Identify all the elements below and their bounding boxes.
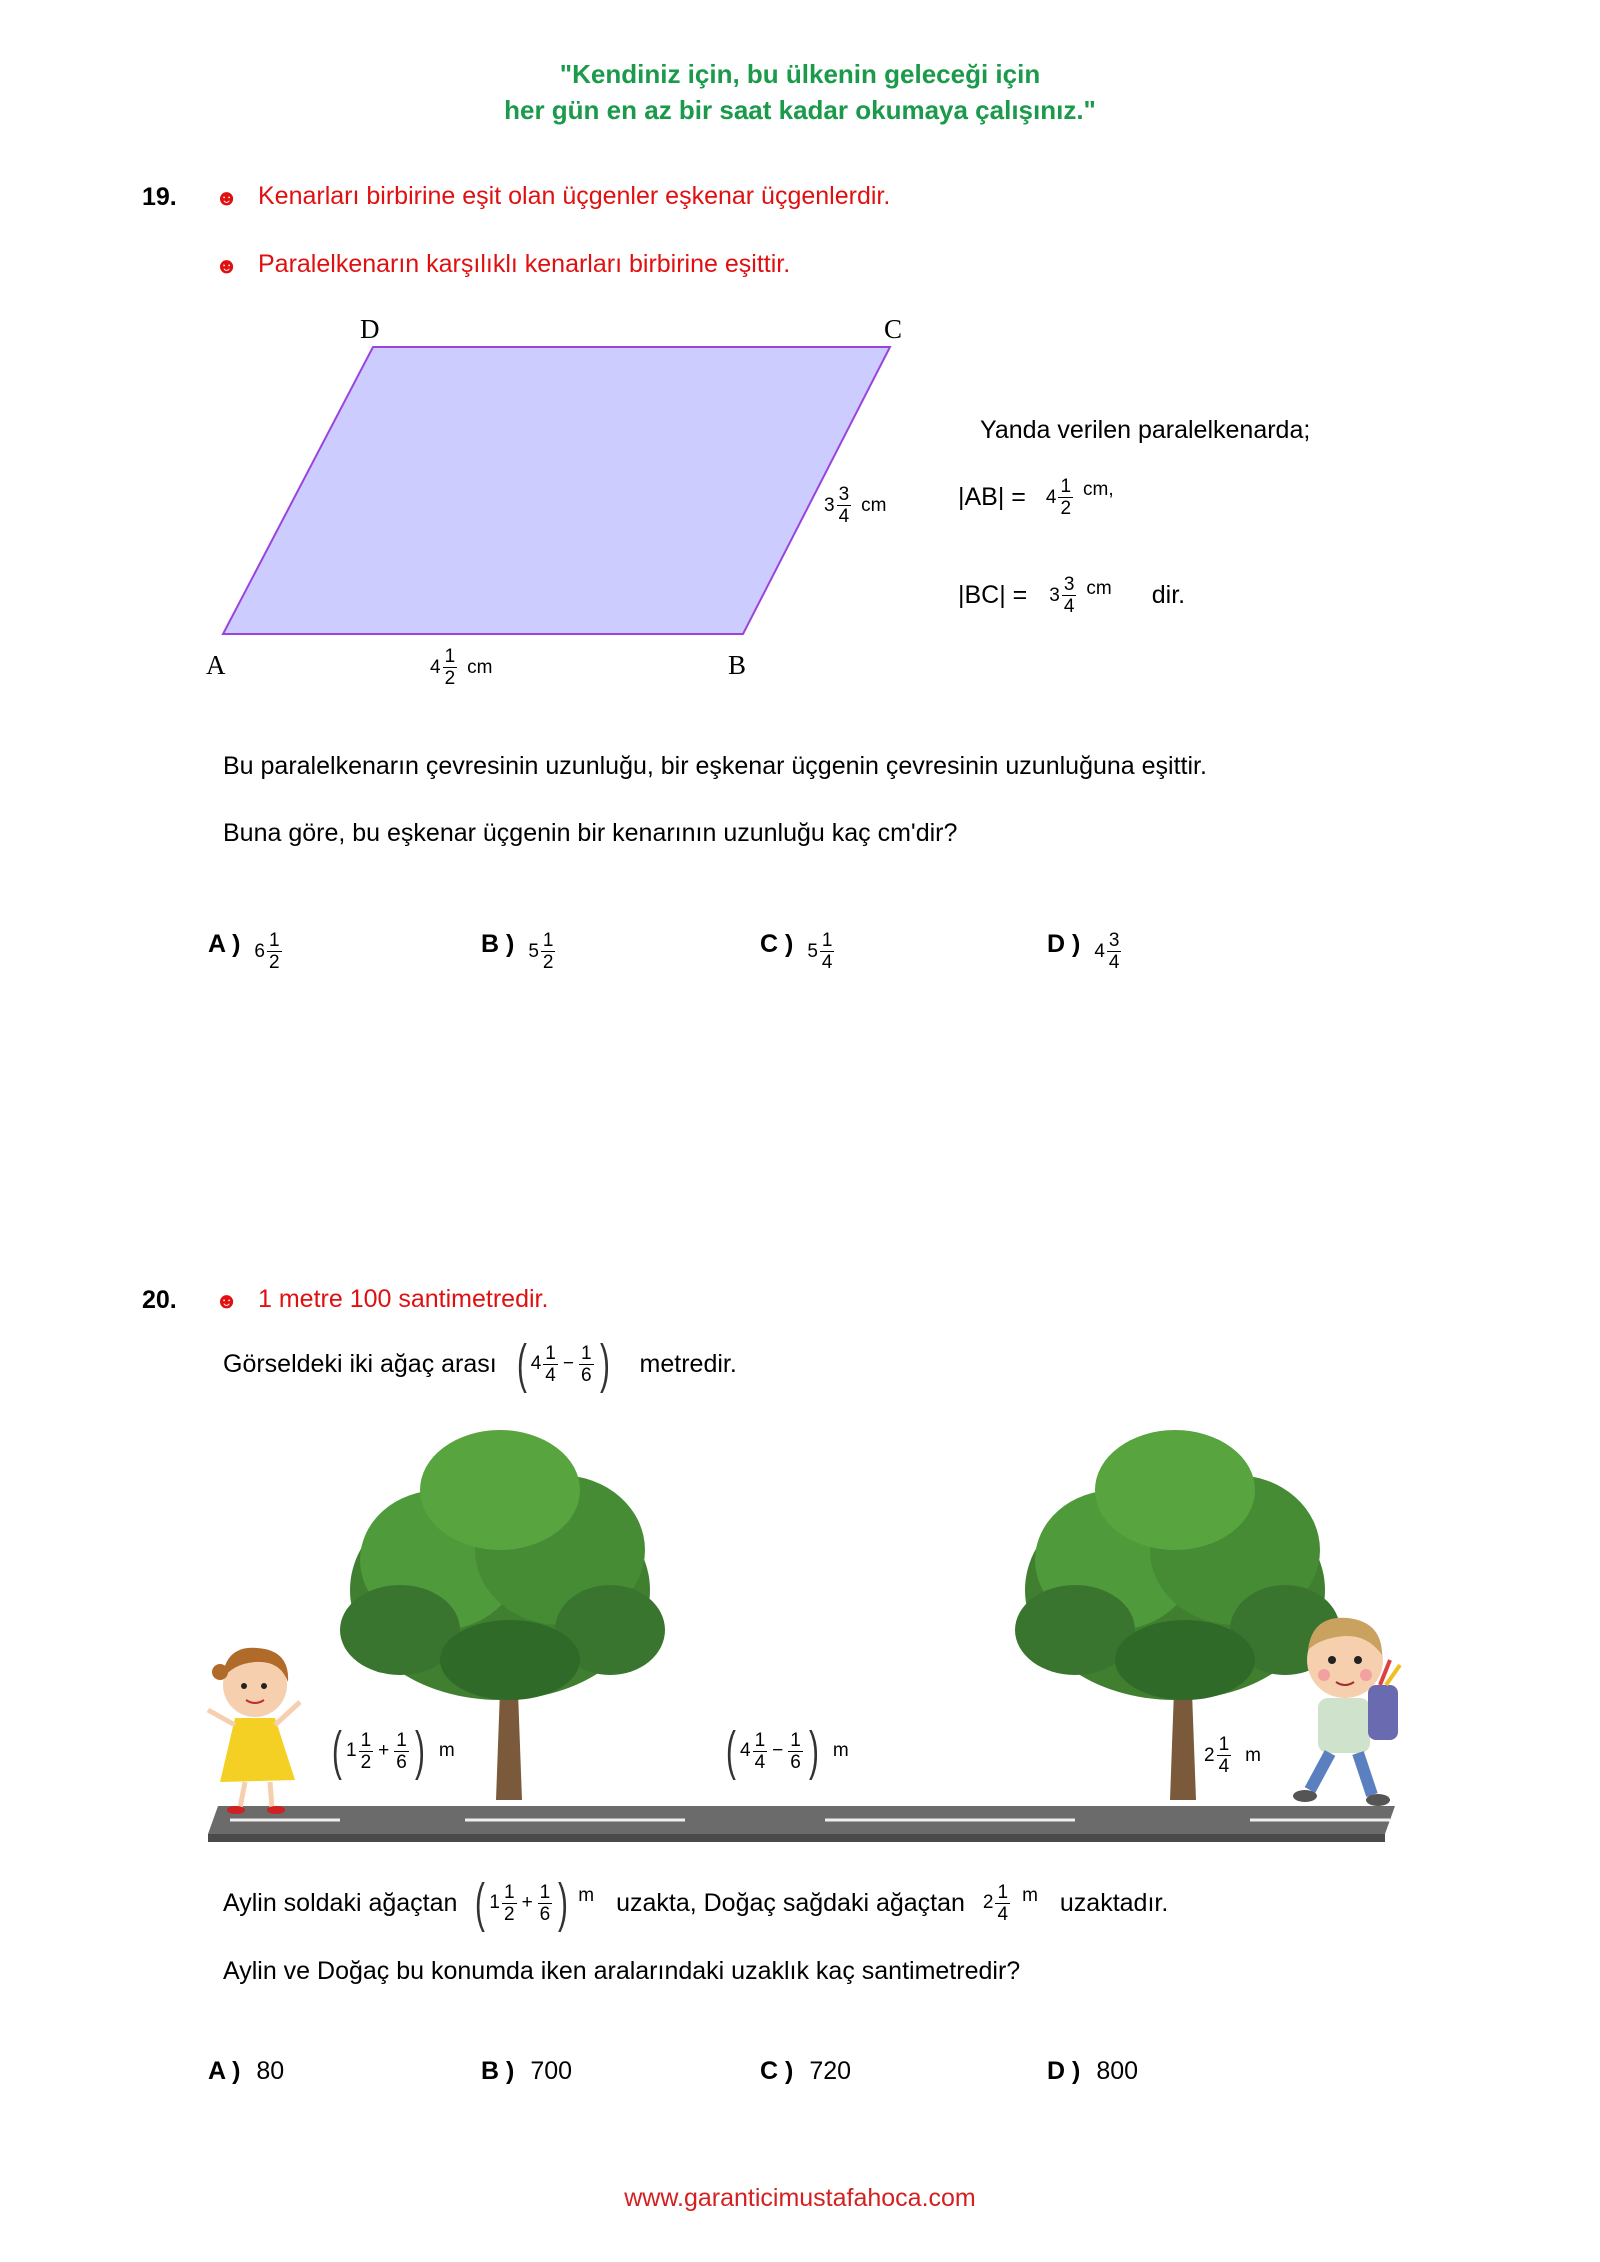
vertex-label-a: A xyxy=(206,650,226,680)
bc-length-row xyxy=(958,574,1185,617)
sentence-part-c: uzaktadır. xyxy=(1059,1888,1169,1917)
between-trees-expression: ( 4 $\frac{1}{4}$ − $\frac{1}{6}$ ) xyxy=(516,1334,610,1394)
q19-option-a[interactable]: A ) 6 $\frac{1}{2}$ xyxy=(208,930,280,973)
header-quote xyxy=(0,56,1600,128)
unit: cm xyxy=(861,494,887,516)
bc-value: 3 $\frac{3}{4}$ cm xyxy=(1049,574,1112,617)
left-distance-inline: ( 1 $\frac{1}{2}$ + $\frac{1}{6}$ ) m xyxy=(475,1873,595,1933)
fraction: $\frac{3}{4}$ xyxy=(838,484,850,527)
ab-value: 4 $\frac{1}{2}$ cm, xyxy=(1045,476,1114,519)
q19-option-c[interactable]: C ) 5 $\frac{1}{4}$ xyxy=(760,930,833,973)
ab-length-row xyxy=(958,476,1114,519)
q20-hint: 1 metre 100 santimetredir. xyxy=(258,1285,549,1313)
q19-option-b[interactable]: B ) 5 $\frac{1}{2}$ xyxy=(481,930,554,973)
fraction: $\frac{1}{2}$ xyxy=(444,646,456,689)
vertex-label-b: B xyxy=(728,650,747,680)
smiley-bullet-icon: ☻ xyxy=(215,253,239,278)
bc-side-label xyxy=(824,484,886,527)
q19-option-d[interactable]: D ) 4 $\frac{3}{4}$ xyxy=(1047,930,1120,973)
q20-intro: Görseldeki iki ağaç arası xyxy=(223,1349,497,1378)
footer-url[interactable]: www.garanticimustafahoca.com xyxy=(624,2184,976,2212)
q19-hint-1: Kenarları birbirine eşit olan üçgenler eşkenar üçgenlerdir. xyxy=(258,182,891,210)
sentence-part-b: uzakta, Doğaç sağdaki ağaçtan xyxy=(616,1888,965,1917)
whole-part: 3 xyxy=(824,494,835,516)
vertex-label-d: D xyxy=(360,314,380,344)
question-20-number: 20. xyxy=(142,1286,177,1314)
middle-distance-label: ( 4 $\frac{1}{4}$ − $\frac{1}{6}$ ) m xyxy=(726,1721,849,1781)
parallelogram-shape xyxy=(223,347,890,634)
left-distance-label: ( 1 $\frac{1}{2}$ + $\frac{1}{6}$ ) m xyxy=(332,1721,455,1781)
boy-dogac-icon xyxy=(1293,1618,1400,1806)
q20-sentence-row xyxy=(223,1873,1169,1933)
q20-option-c[interactable]: C ) 720 xyxy=(760,2057,852,2085)
header-line-1: "Kendiniz için, bu ülkenin geleceği için xyxy=(559,59,1041,89)
right-distance-label: 2 $\frac{1}{4}$ m xyxy=(1204,1734,1261,1777)
right-distance-inline: 2 $\frac{1}{4}$ m xyxy=(982,1881,1038,1925)
q19-hint-2: Paralelkenarın karşılıklı kenarları birbirine eşittir. xyxy=(258,250,791,278)
q20-option-b[interactable]: B ) 700 xyxy=(481,2057,573,2085)
right-tree-icon xyxy=(1015,1430,1340,1800)
q20-option-d[interactable]: D ) 800 xyxy=(1047,2057,1139,2085)
unit: cm xyxy=(467,656,493,678)
q20-question: Aylin ve Doğaç bu konumda iken aralarındaki uzaklık kaç santimetredir? xyxy=(223,1957,1021,1985)
q20-option-a[interactable]: A ) 80 xyxy=(208,2057,285,2085)
parallelogram-figure xyxy=(200,320,920,700)
bc-tail: dir. xyxy=(1151,581,1186,609)
header-line-2: her gün en az bir saat kadar okumaya çalışınız." xyxy=(504,95,1096,125)
smiley-bullet-icon: ☻ xyxy=(215,1288,239,1313)
girl-aylin-icon xyxy=(208,1648,300,1814)
whole-part: 4 xyxy=(430,656,441,678)
sentence-part-a: Aylin soldaki ağaçtan xyxy=(223,1888,458,1917)
q20-intro-row xyxy=(223,1334,737,1394)
question-19-number: 19. xyxy=(142,183,177,211)
ab-side-label xyxy=(430,646,492,689)
q20-intro-tail: metredir. xyxy=(639,1349,737,1378)
smiley-bullet-icon: ☻ xyxy=(215,185,239,210)
side-intro: Yanda verilen paralelkenarda; xyxy=(980,416,1311,444)
q19-question: Buna göre, bu eşkenar üçgenin bir kenarının uzunluğu kaç cm'dir? xyxy=(223,819,958,847)
road-icon xyxy=(208,1806,1395,1842)
road-scene-illustration xyxy=(200,1410,1410,1850)
ab-text: |AB| = xyxy=(958,483,1026,511)
q19-statement: Bu paralelkenarın çevresinin uzunluğu, bir eşkenar üçgenin çevresinin uzunluğuna eşittir. xyxy=(223,752,1207,780)
vertex-label-c: C xyxy=(884,314,903,344)
bc-text: |BC| = xyxy=(958,581,1028,609)
